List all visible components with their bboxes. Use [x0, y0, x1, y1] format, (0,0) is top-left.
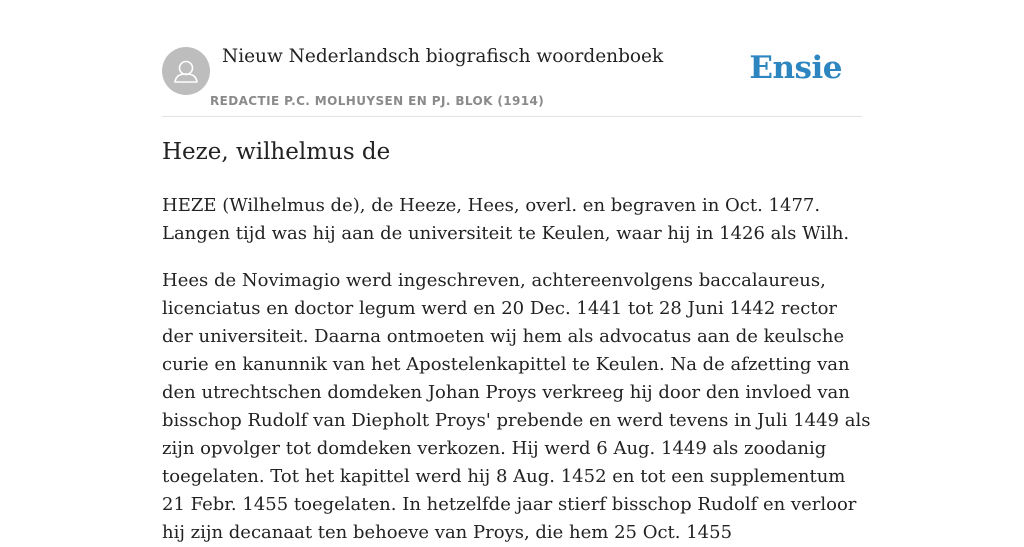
entry-paragraph: Hees de Novimagio werd ingeschreven, achtereenvolgens baccalaureus, licenciatus en doctor legum werd en 20 Dec. 1441 tot 28 Juni 1442 rector der universiteit. Daarna ontmoeten wij hem als advocatus aan de keulsche curie en kanunnik van het Apostelenkapittel te Keulen. Na de afzetting van den utrechtschen domdeken Johan Proys verkreeg hij door den invloed van bisschop Rudolf van Diepholt Proys' prebende en werd tevens in Juli 1449 als zijn opvolger tot domdeken verkozen. Hij werd 6 Aug. 1449 als zoodanig toegelaten. Tot het kapittel werd hij 8 Aug. 1452 en tot een supplementum 21 Febr. 1455 toegelaten. In hetzelfde jaar stierf bisschop Rudolf en verloor hij zijn decanaat ten behoeve van Proys, die hem 25 Oct. 1455 — [162, 270, 871, 543]
user-silhouette-icon — [162, 47, 210, 95]
page — [162, 0, 871, 543]
user-avatar[interactable] — [162, 47, 210, 95]
ensie-logo[interactable]: Ensie — [749, 50, 842, 86]
source-editors: REDACTIE P.C. MOLHUYSEN EN PJ. BLOK (1914) — [210, 94, 545, 108]
entry-title: Heze, wilhelmus de — [162, 139, 391, 165]
source-title[interactable]: Nieuw Nederlandsch biografisch woordenboek — [222, 46, 664, 67]
source-header — [162, 0, 862, 117]
entry-paragraph: HEZE (Wilhelmus de), de Heeze, Hees, overl. en begraven in Oct. 1477. Langen tijd was hij aan de universiteit te Keulen, waar hij in 1426 als Wilh. — [162, 195, 850, 244]
